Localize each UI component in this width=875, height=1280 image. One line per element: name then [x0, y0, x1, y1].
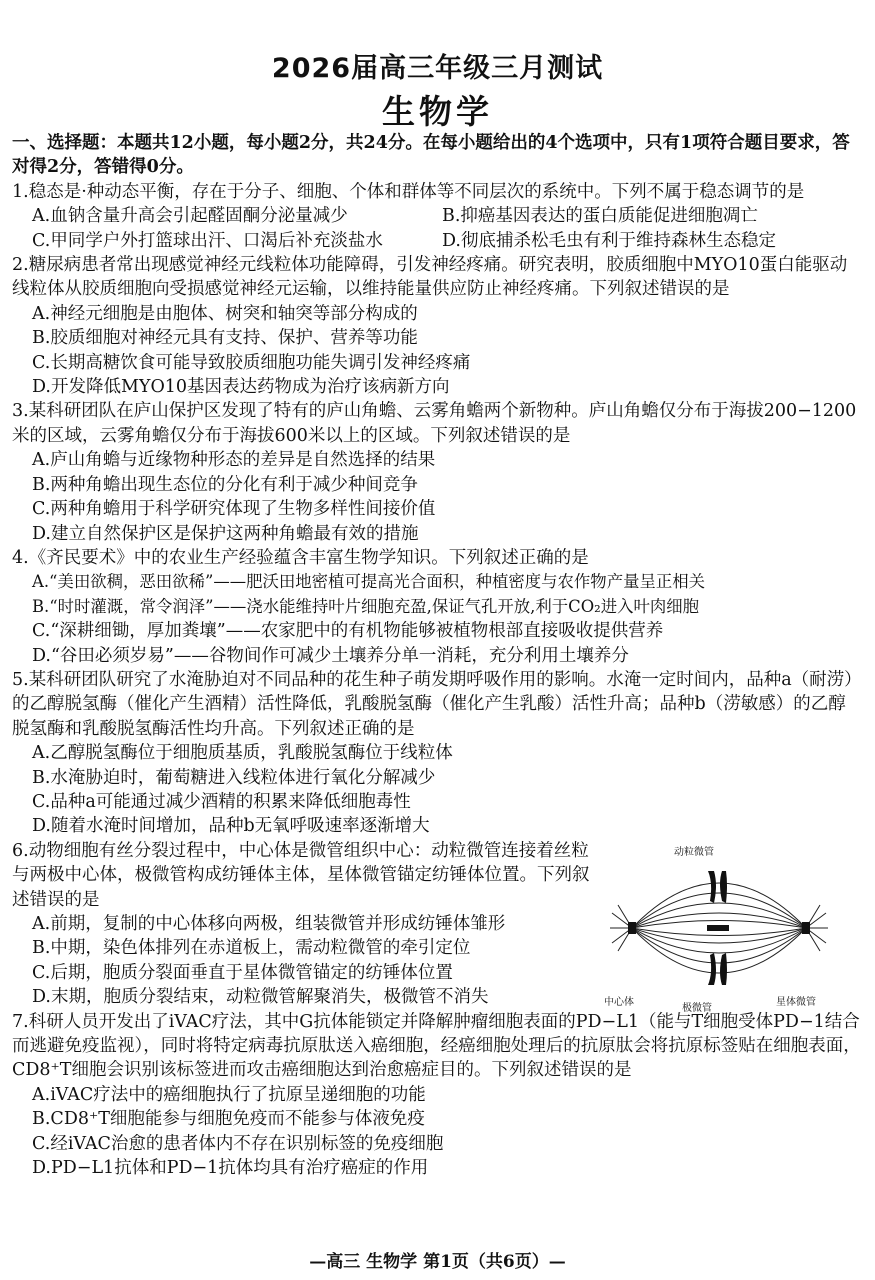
question-5-option-b: B.水淹胁迫时，葡萄糖进入线粒体进行氧化分解减少 [32, 767, 436, 788]
question-7-stem: 7.科研人员开发出了iVAC疗法，其中G抗体能锁定并降解肿瘤细胞表面的PD−L1（能与T细胞受体PD−1结合而逃避免疫监视），同时将特定病毒抗原肽送入癌细胞，经癌细胞处理后的抗原肽会将抗原标签贴在细胞表面，CD8⁺T细胞会识别该标签进而攻击癌细胞达到治愈癌症目的。下列叙述错误的是 [12, 1011, 861, 1081]
left-centrosome [628, 922, 636, 934]
question-6-block [12, 839, 862, 1013]
microtubule-line [632, 893, 806, 928]
page-footer: —高三 生物学 第1页（共6页）— [309, 1252, 566, 1272]
chromosome-lower [720, 953, 727, 985]
question-6-option-b: B.中期，染色体排列在赤道板上，需动粒微管的牵引定位 [32, 938, 471, 959]
question-1-option-c: C.甲同学户外打篮球出汗、口渴后补充淡盐水 [32, 230, 383, 251]
spindle-diagram [604, 843, 834, 1013]
question-6-option-c: C.后期，胞质分裂面垂直于星体微管锚定的纺锤体位置 [32, 962, 453, 983]
question-7-option-b: B.CD8⁺T细胞能参与细胞免疫而不能参与体液免疫 [32, 1109, 425, 1130]
label-centrosome: 中心体 [604, 996, 634, 1008]
label-kinetochore-microtubule: 动粒微管 [674, 846, 714, 858]
question-2-option-a: A.神经元细胞是由胞体、树突和轴突等部分构成的 [32, 303, 418, 324]
question-2-option-d: D.开发降低MYO10基因表达药物成为治疗该病新方向 [32, 377, 450, 398]
question-4-stem: 4.《齐民要术》中的农业生产经验蕴含丰富生物学知识。下列叙述正确的是 [12, 547, 589, 568]
question-3-option-b: B.两种角蟾出现生态位的分化有利于减少种间竞争 [32, 474, 418, 495]
question-1-option-b: B.抑癌基因表达的蛋白质能促进细胞凋亡 [442, 206, 758, 227]
chromosome-lower [708, 953, 716, 985]
question-2-option-b: B.胶质细胞对神经元具有支持、保护、营养等功能 [32, 328, 418, 349]
question-7-option-a: A.iVAC疗法中的癌细胞执行了抗原呈递细胞的功能 [32, 1084, 426, 1105]
question-4-option-a: A.“美田欲稠，恶田欲稀”——肥沃田地密植可提高光合面积，种植密度与农作物产量呈正相关 [32, 572, 706, 592]
question-1-options-row1 [12, 204, 862, 228]
question-6-option-d: D.末期，胞质分裂结束，动粒微管解聚消失，极微管不消失 [32, 987, 489, 1008]
question-2-option-c: C.长期高糖饮食可能导致胶质细胞功能失调引发神经疼痛 [32, 352, 471, 373]
question-5-option-a: A.乙醇脱氢酶位于细胞质基质，乳酸脱氢酶位于线粒体 [32, 743, 453, 764]
question-3-option-d: D.建立自然保护区是保护这两种角蟾最有效的措施 [32, 523, 419, 544]
questions-area [12, 131, 862, 1180]
question-5-option-c: C.品种a可能通过减少酒精的积累来降低细胞毒性 [32, 791, 411, 812]
label-polar-microtubule: 极微管 [682, 1002, 712, 1013]
question-1-option-d: D.彻底捕杀松毛虫有利于维持森林生态稳定 [442, 230, 776, 251]
microtubule-line [632, 928, 806, 973]
section-heading: 一、选择题：本题共12小题，每小题2分，共24分。在每小题给出的4个选项中，只有1项符合题目要求，答对得2分，答错得0分。 [12, 133, 850, 178]
question-6-stem: 6.动物细胞有丝分裂过程中，中心体是微管组织中心：动粒微管连接着丝粒与两极中心体，极微管构成纺锤体主体，星体微管锚定纺锤体位置。下列叙述错误的是 [12, 840, 590, 910]
right-centrosome [802, 922, 810, 934]
label-astral-microtubule: 星体微管 [776, 996, 816, 1008]
question-3-option-a: A.庐山角蟾与近缘物种形态的差异是自然选择的结果 [32, 450, 436, 471]
question-5-option-d: D.随着水淹时间增加，品种b无氧呼吸速率逐渐增大 [32, 816, 430, 837]
question-4-option-b: B.“时时灌溉，常令润泽”——浇水能维持叶片细胞充盈,保证气孔开放,利于CO₂进入叶肉细胞 [32, 596, 700, 616]
equator-chromatids [707, 925, 729, 931]
chromosome-upper [720, 871, 727, 903]
subject-title: 生物学 [382, 92, 493, 131]
question-4-option-c: C.“深耕细锄，厚加粪壤”——农家肥中的有机物能够被植物根部直接吸收提供营养 [32, 621, 664, 642]
question-1-stem: 1.稳态是·种动态平衡，存在于分子、细胞、个体和群体等不同层次的系统中。下列不属于稳态调节的是 [12, 181, 805, 202]
exam-title: 2026届高三年级三月测试 [271, 53, 604, 84]
question-3-stem: 3.某科研团队在庐山保护区发现了特有的庐山角蟾、云雾角蟾两个新物种。庐山角蟾仅分布于海拔200−1200米的区域，云雾角蟾仅分布于海拔600米以上的区域。下列叙述错误的是 [12, 401, 857, 446]
question-6-option-a: A.前期，复制的中心体移向两极，组装微管并形成纺锤体雏形 [32, 914, 506, 934]
question-1-option-a: A.血钠含量升高会引起醛固酮分泌量减少 [32, 206, 348, 227]
question-7-option-c: C.经iVAC治愈的患者体内不存在识别标签的免疫细胞 [32, 1133, 444, 1154]
microtubule-line [632, 928, 806, 963]
microtubule-line [632, 883, 806, 928]
question-1-options-row2 [12, 229, 862, 253]
question-3-option-c: C.两种角蟾用于科学研究体现了生物多样性间接价值 [32, 499, 436, 520]
question-7-option-d: D.PD−L1抗体和PD−1抗体均具有治疗癌症的作用 [32, 1158, 429, 1179]
question-5-stem: 5.某科研团队研究了水淹胁迫对不同品种的花生种子萌发期呼吸作用的影响。水淹一定时间内，品种a（耐涝）的乙醇脱氢酶（催化产生酒精）活性降低，乳酸脱氢酶（催化产生乳酸）活性升高；品种b（涝敏感）的乙醇脱氢酶和乳酸脱氢酶活性均升高。下列叙述正确的是 [12, 669, 862, 739]
question-4-option-d: D.“谷田必须岁易”——谷物间作可减少土壤养分单一消耗，充分利用土壤养分 [32, 645, 629, 666]
question-2-stem: 2.糖尿病患者常出现感觉神经元线粒体功能障碍，引发神经疼痛。研究表明，胶质细胞中MYO10蛋白能驱动线粒体从胶质细胞向受损感觉神经元运输，以维持能量供应防止神经疼痛。下列叙述错误的是 [12, 255, 848, 300]
chromosome-upper [708, 871, 716, 903]
